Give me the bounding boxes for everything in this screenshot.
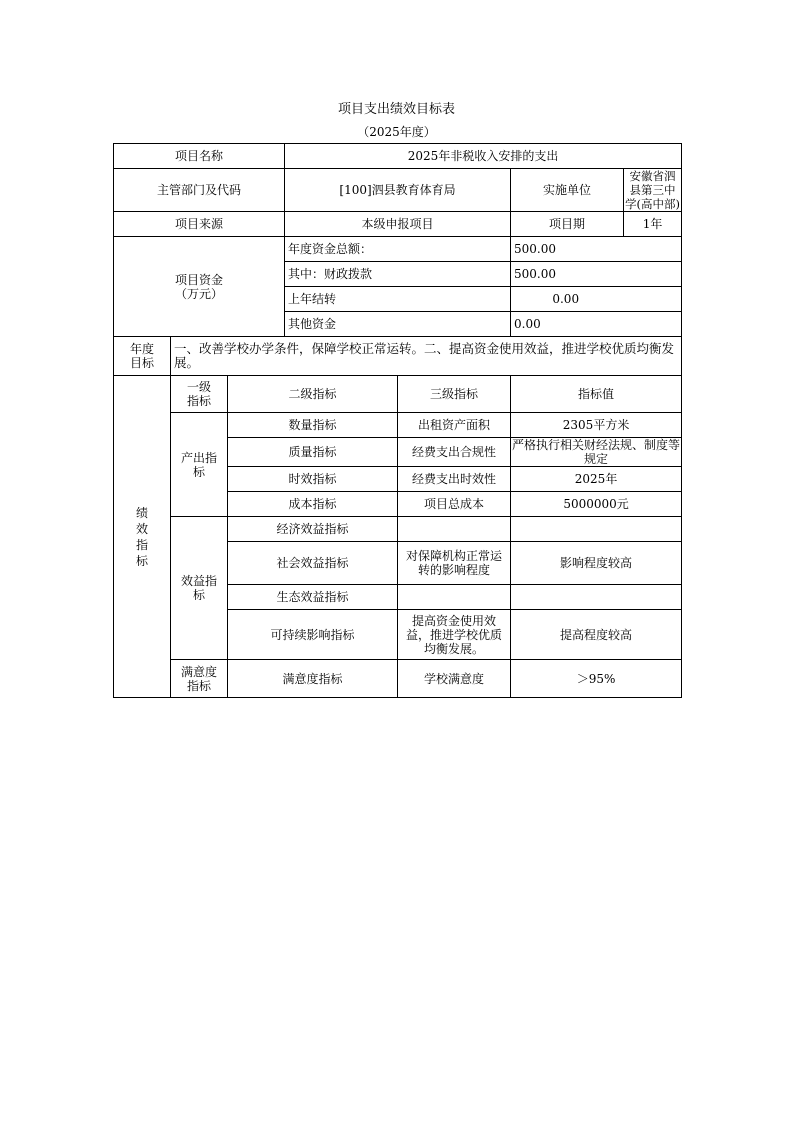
label-project-name: 项目名称 bbox=[114, 144, 285, 169]
indicator-level2: 质量指标 bbox=[228, 438, 398, 467]
indicator-value: 2025年 bbox=[511, 467, 682, 492]
indicator-level2: 社会效益指标 bbox=[228, 542, 398, 585]
indicator-level3: 提高资金使用效益，推进学校优质均衡发展。 bbox=[398, 610, 511, 660]
row-annual-total bbox=[114, 237, 682, 262]
indicator-level2: 数量指标 bbox=[228, 413, 398, 438]
label-performance: 绩 效 指 标 bbox=[114, 376, 171, 698]
performance-table bbox=[113, 143, 682, 698]
indicator-level2: 满意度指标 bbox=[228, 660, 398, 698]
indicator-value bbox=[511, 585, 682, 610]
indicator-level2: 时效指标 bbox=[228, 467, 398, 492]
indicator-value: 影响程度较高 bbox=[511, 542, 682, 585]
label-carryover: 上年结转 bbox=[285, 287, 511, 312]
row-source bbox=[114, 212, 682, 237]
indicator-level2: 成本指标 bbox=[228, 492, 398, 517]
indicator-level3: 经费支出合规性 bbox=[398, 438, 511, 467]
label-annual-goal: 年度 目标 bbox=[114, 337, 171, 376]
value-fiscal: 500.00 bbox=[511, 262, 682, 287]
indicator-level3: 出租资产面积 bbox=[398, 413, 511, 438]
indicator-level3: 学校满意度 bbox=[398, 660, 511, 698]
table-row bbox=[114, 517, 682, 542]
label-fiscal: 其中：财政拨款 bbox=[285, 262, 511, 287]
group-benefit: 效益指 标 bbox=[171, 517, 228, 660]
value-other-funds: 0.00 bbox=[511, 312, 682, 337]
header-level1: 一级 指标 bbox=[171, 376, 228, 413]
indicator-level3 bbox=[398, 517, 511, 542]
label-period: 项目期 bbox=[511, 212, 624, 237]
indicator-level3: 对保障机构正常运转的影响程度 bbox=[398, 542, 511, 585]
value-project-name: 2025年非税收入安排的支出 bbox=[285, 144, 682, 169]
page-subtitle: （2025年度） bbox=[357, 125, 436, 139]
label-dept: 主管部门及代码 bbox=[114, 169, 285, 212]
header-level2: 二级指标 bbox=[228, 376, 398, 413]
label-source: 项目来源 bbox=[114, 212, 285, 237]
indicator-level2: 经济效益指标 bbox=[228, 517, 398, 542]
indicator-value: 提高程度较高 bbox=[511, 610, 682, 660]
indicator-level3 bbox=[398, 585, 511, 610]
indicator-value: 严格执行相关财经法规、制度等规定 bbox=[512, 438, 681, 466]
value-annual-total: 500.00 bbox=[511, 237, 682, 262]
group-output: 产出指 标 bbox=[171, 413, 228, 517]
group-satisfaction: 满意度 指标 bbox=[171, 660, 228, 698]
row-annual-goal bbox=[114, 337, 682, 376]
value-carryover: 0.00 bbox=[511, 287, 682, 312]
indicator-level2: 可持续影响指标 bbox=[228, 610, 398, 660]
value-period: 1年 bbox=[624, 212, 682, 237]
indicator-level3: 项目总成本 bbox=[398, 492, 511, 517]
indicator-value: 2305平方米 bbox=[511, 413, 682, 438]
label-annual-total: 年度资金总额： bbox=[285, 237, 511, 262]
label-funds: 项目资金 （万元） bbox=[114, 237, 285, 337]
page-title: 项目支出绩效目标表 bbox=[337, 102, 455, 117]
indicator-value: 5000000元 bbox=[511, 492, 682, 517]
value-annual-goal: 一、改善学校办学条件，保障学校正常运转。二、提高资金使用效益，推进学校优质均衡发展。 bbox=[171, 337, 682, 376]
value-source: 本级申报项目 bbox=[285, 212, 511, 237]
indicator-value bbox=[511, 517, 682, 542]
value-dept: [100]泗县教育体育局 bbox=[285, 169, 511, 212]
value-impl-unit: 安徽省泗县第三中学(高中部) bbox=[625, 169, 681, 211]
indicator-level2: 生态效益指标 bbox=[228, 585, 398, 610]
header-level3: 三级指标 bbox=[398, 376, 511, 413]
label-other-funds: 其他资金 bbox=[285, 312, 511, 337]
table-row bbox=[114, 413, 682, 438]
indicator-value: ＞95% bbox=[511, 660, 682, 698]
indicator-level3: 经费支出时效性 bbox=[398, 467, 511, 492]
header-indicator-value: 指标值 bbox=[511, 376, 682, 413]
row-dept bbox=[114, 169, 682, 212]
label-impl-unit: 实施单位 bbox=[511, 169, 624, 212]
row-project-name bbox=[114, 144, 682, 169]
row-indicator-header bbox=[114, 376, 682, 413]
table-row bbox=[114, 660, 682, 698]
